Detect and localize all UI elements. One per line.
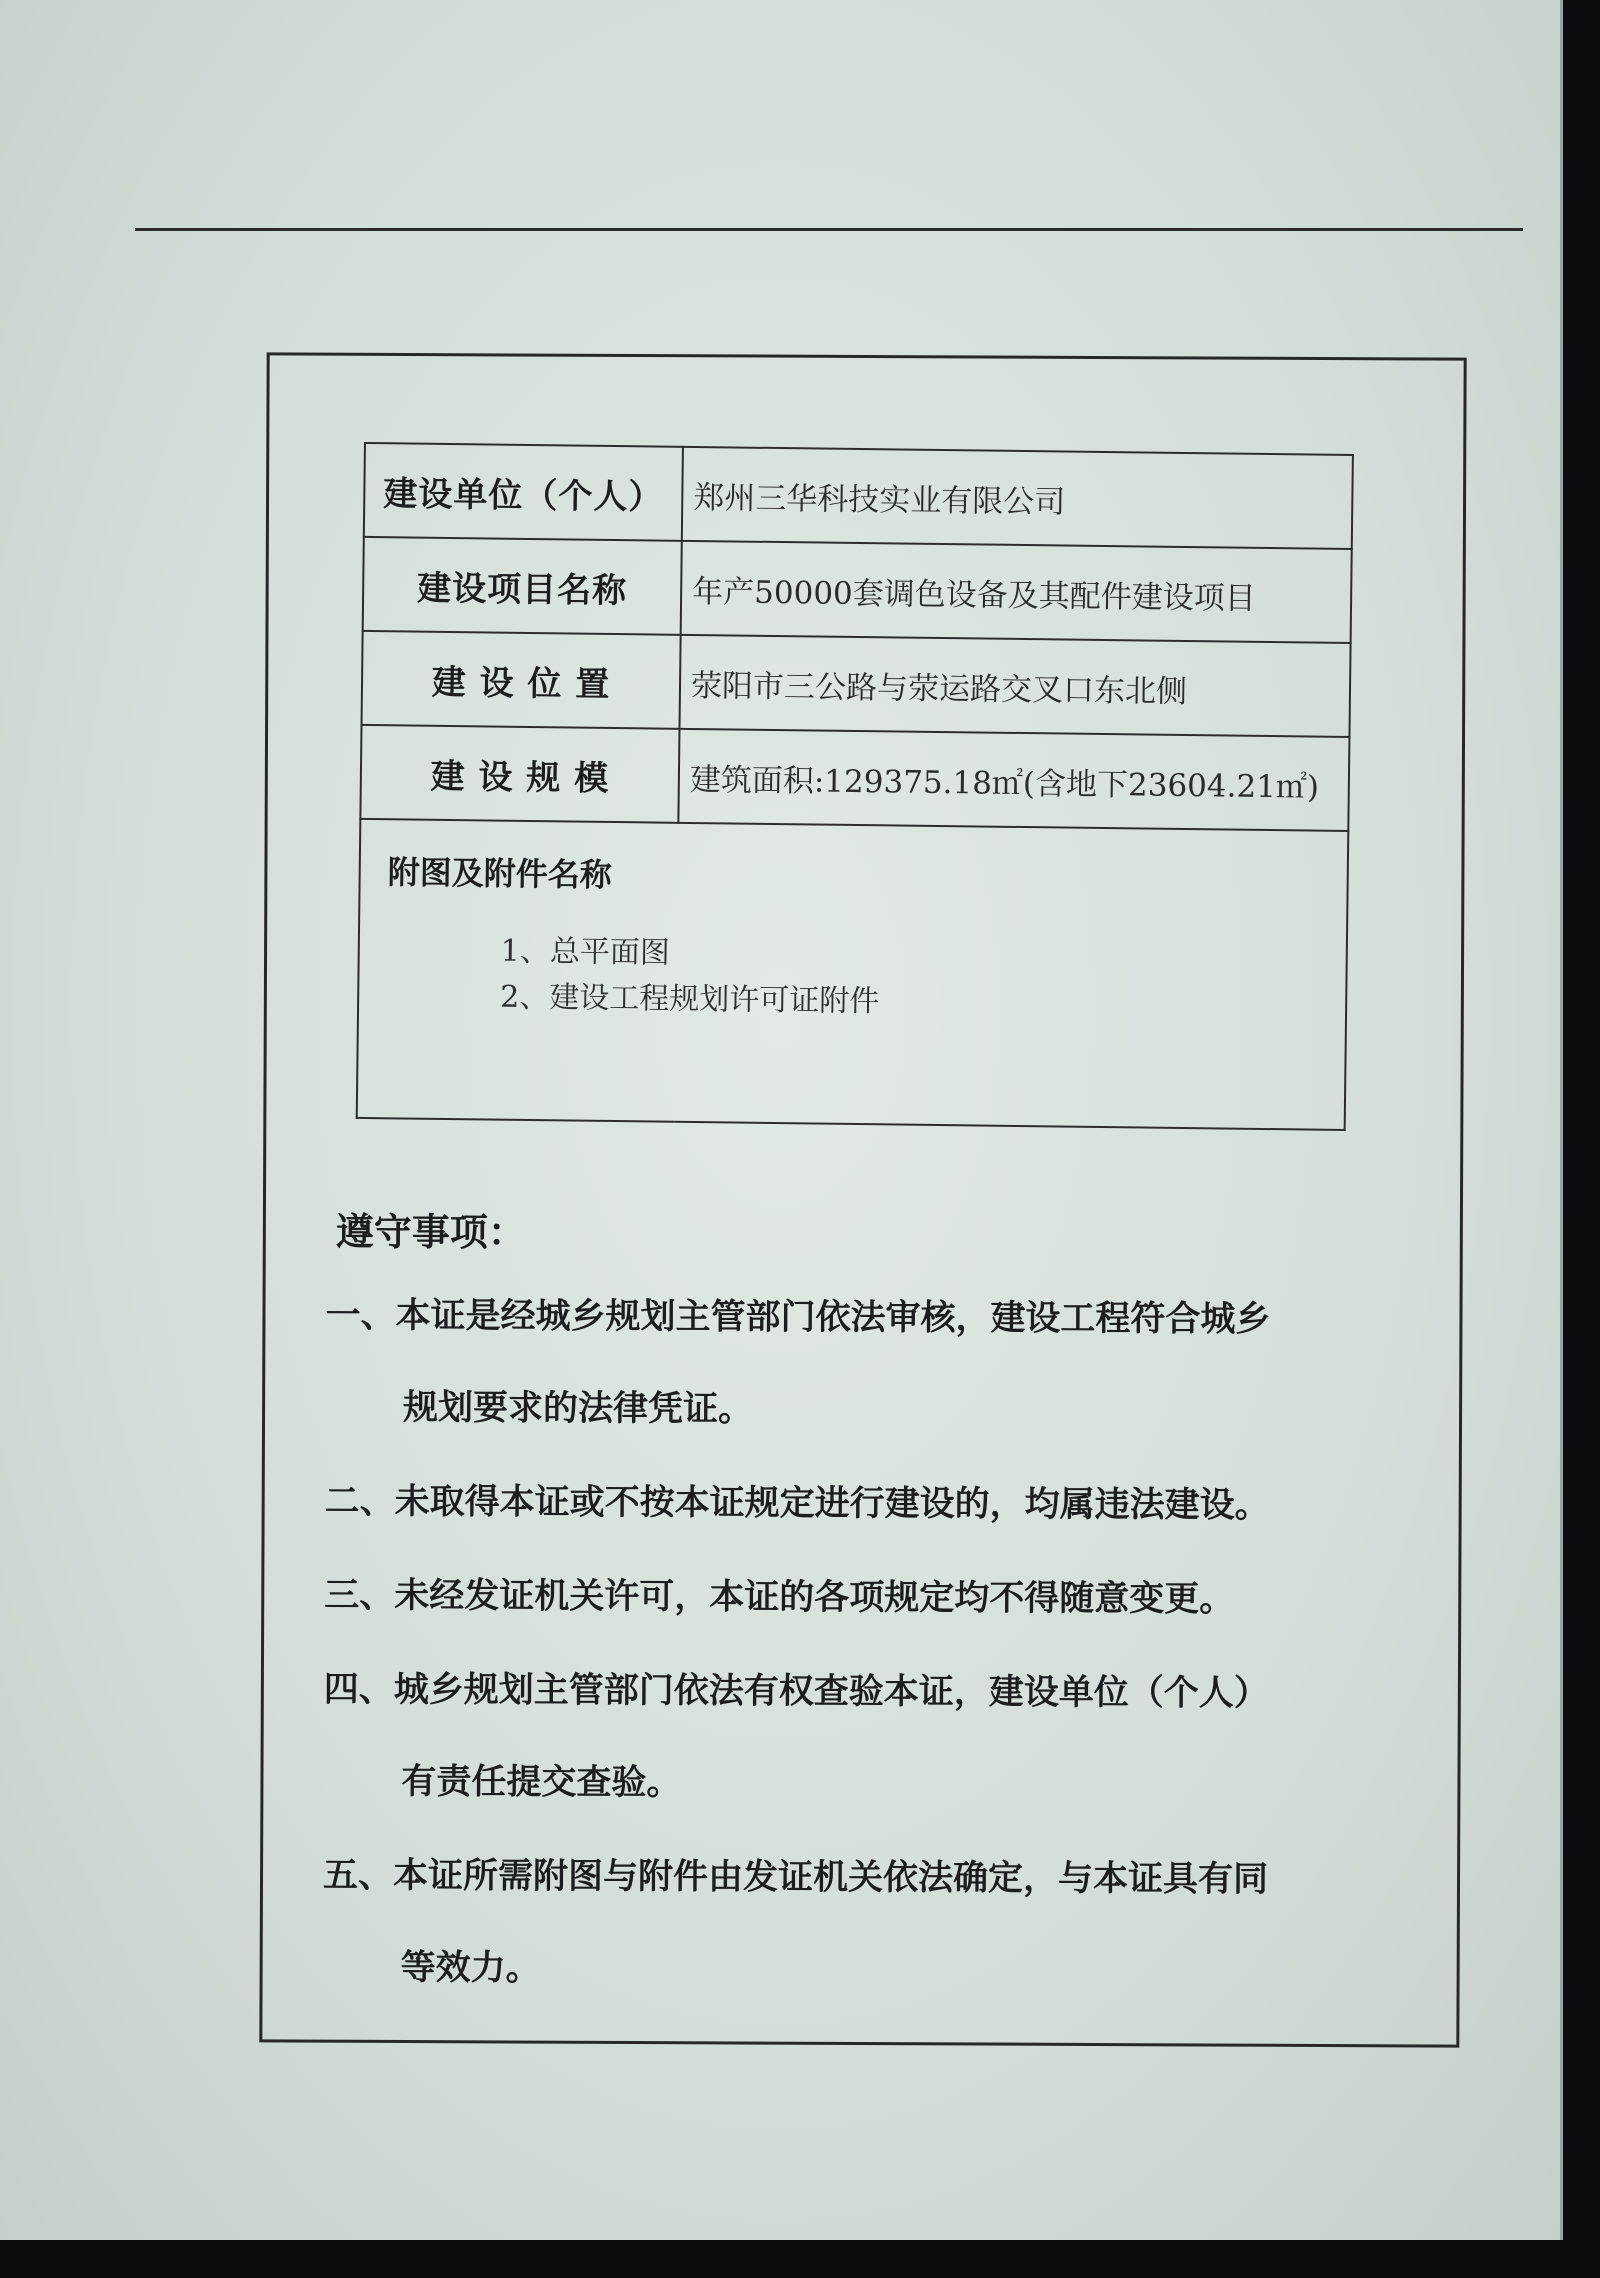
table-row	[360, 725, 1349, 831]
table-row	[363, 537, 1352, 643]
project-info-table	[356, 442, 1354, 1131]
attachments-row	[357, 819, 1349, 1130]
note-continuation: 等效力。	[400, 1947, 541, 1989]
attachments-title: 附图及附件名称	[387, 853, 612, 894]
field-value: 年产50000套调色设备及其配件建设项目	[681, 541, 1352, 643]
note-text: 五、本证所需附图与附件由发证机关依法确定，与本证具有同	[322, 1855, 1269, 1900]
note-text: 三、未经发证机关许可，本证的各项规定均不得随意变更。	[324, 1575, 1235, 1620]
field-label: 建设项目名称	[363, 537, 682, 635]
note-text: 一、本证是经城乡规划主管部门依法审核，建设工程符合城乡	[325, 1295, 1271, 1340]
attachments-list	[500, 929, 1345, 1031]
note-text: 四、城乡规划主管部门依法有权查验本证，建设单位（个人）	[323, 1669, 1269, 1714]
table-row	[362, 631, 1351, 737]
note-item	[323, 1852, 1404, 1997]
field-value: 荥阳市三公路与荥运路交叉口东北侧	[679, 635, 1350, 737]
note-continuation: 有责任提交查验。	[401, 1761, 682, 1804]
attachments-cell	[357, 819, 1349, 1130]
field-label: 建 设 规 模	[360, 725, 679, 823]
note-continuation: 规划要求的法律凭证。	[403, 1387, 754, 1430]
field-value: 建筑面积:129375.18㎡(含地下23604.21㎡)	[678, 729, 1349, 831]
list-item: 2、建设工程规划许可证附件	[499, 979, 880, 1020]
notes-title: 遵守事项：	[335, 1209, 526, 1255]
header-rule	[135, 228, 1523, 231]
list-item: 1、总平面图	[500, 933, 671, 971]
field-value: 郑州三华科技实业有限公司	[682, 447, 1353, 549]
field-label: 建设单位（个人）	[364, 443, 683, 541]
note-text: 二、未取得本证或不按本证规定进行建设的，均属违法建设。	[324, 1481, 1270, 1526]
note-item	[324, 1572, 1404, 1625]
compliance-notes	[323, 1201, 1406, 1997]
table-row	[364, 443, 1353, 549]
note-item	[325, 1292, 1406, 1437]
field-label: 建 设 位 置	[362, 631, 681, 729]
certificate-frame	[259, 352, 1466, 2047]
note-item	[325, 1478, 1405, 1531]
note-item	[323, 1666, 1404, 1811]
